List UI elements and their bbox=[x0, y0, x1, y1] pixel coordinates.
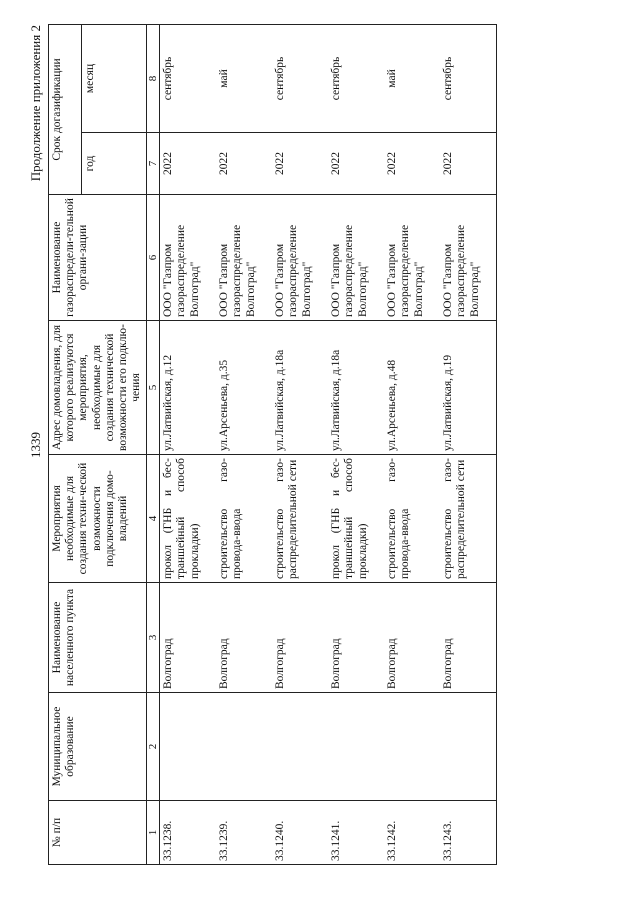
column-number: 6 bbox=[146, 195, 160, 321]
row-organization: ООО "Газпром газораспределение Волгоград" bbox=[160, 195, 217, 321]
gasification-table bbox=[48, 24, 497, 865]
row-year: 2022 bbox=[440, 133, 497, 195]
row-number: 33.1241. bbox=[328, 801, 384, 865]
row-organization: ООО "Газпром газораспределение Волгоград" bbox=[384, 195, 440, 321]
document-page bbox=[20, 25, 620, 865]
row-year: 2022 bbox=[216, 133, 272, 195]
table-row bbox=[384, 25, 440, 865]
row-organization: ООО "Газпром газораспределение Волгоград" bbox=[440, 195, 497, 321]
column-number: 2 bbox=[146, 693, 160, 801]
row-settlement: Волгоград bbox=[160, 583, 217, 693]
row-number: 33.1240. bbox=[272, 801, 328, 865]
column-number: 4 bbox=[146, 455, 160, 583]
row-month: сентябрь bbox=[160, 25, 217, 133]
row-month: сентябрь bbox=[272, 25, 328, 133]
row-number: 33.1239. bbox=[216, 801, 272, 865]
row-measure: прокол (ГНБ и бес-траншейный способ прокладки) bbox=[160, 455, 217, 583]
header-organization: Наименование газораспредели-тельной органи-зации bbox=[49, 195, 147, 321]
row-number: 33.1238. bbox=[160, 801, 217, 865]
row-year: 2022 bbox=[272, 133, 328, 195]
row-measure: строительство газо-провода-ввода bbox=[384, 455, 440, 583]
row-organization: ООО "Газпром газораспределение Волгоград" bbox=[328, 195, 384, 321]
page-number: 1339 bbox=[28, 432, 43, 458]
row-settlement: Волгоград bbox=[272, 583, 328, 693]
table-row bbox=[160, 25, 217, 865]
row-number: 33.1243. bbox=[440, 801, 497, 865]
header-row bbox=[49, 25, 82, 865]
column-number: 7 bbox=[146, 133, 160, 195]
row-year: 2022 bbox=[160, 133, 217, 195]
table-row bbox=[440, 25, 497, 865]
row-settlement: Волгоград bbox=[440, 583, 497, 693]
row-measure: строительство газо-провода-ввода bbox=[216, 455, 272, 583]
row-settlement: Волгоград bbox=[216, 583, 272, 693]
row-settlement: Волгоград bbox=[384, 583, 440, 693]
header-month: месяц bbox=[81, 25, 146, 133]
row-address: ул.Латвийская, д.12 bbox=[160, 321, 217, 455]
row-address: ул.Латвийская, д.19 bbox=[440, 321, 497, 455]
header-municipality: Муниципальное образование bbox=[49, 693, 147, 801]
row-number: 33.1242. bbox=[384, 801, 440, 865]
row-month: сентябрь bbox=[440, 25, 497, 133]
row-municipality bbox=[384, 693, 440, 801]
header-year: год bbox=[81, 133, 146, 195]
row-municipality bbox=[440, 693, 497, 801]
row-municipality bbox=[328, 693, 384, 801]
header-term: Срок догазификации bbox=[49, 25, 82, 195]
row-measure: строительство газо-распределительной сети bbox=[272, 455, 328, 583]
column-number: 1 bbox=[146, 801, 160, 865]
row-municipality bbox=[216, 693, 272, 801]
row-address: ул.Арсеньева, д.48 bbox=[384, 321, 440, 455]
row-address: ул.Латвийская, д.18а bbox=[272, 321, 328, 455]
row-month: май bbox=[384, 25, 440, 133]
header-settlement: Наименование населенного пункта bbox=[49, 583, 147, 693]
header-measures: Мероприятия необходимые для создания техни-ческой возможности подключения домо-владений bbox=[49, 455, 147, 583]
header-address: Адрес домовладения, для которого реализуются мероприятия, необходимые для создания технической возможности его подклю-чения bbox=[49, 321, 147, 455]
table-row bbox=[328, 25, 384, 865]
row-year: 2022 bbox=[384, 133, 440, 195]
header-number: № п/п bbox=[49, 801, 147, 865]
table-row bbox=[216, 25, 272, 865]
row-month: май bbox=[216, 25, 272, 133]
row-address: ул.Арсеньева, д.35 bbox=[216, 321, 272, 455]
row-organization: ООО "Газпром газораспределение Волгоград" bbox=[216, 195, 272, 321]
row-address: ул.Латвийская, д.18а bbox=[328, 321, 384, 455]
row-organization: ООО "Газпром газораспределение Волгоград" bbox=[272, 195, 328, 321]
column-number: 5 bbox=[146, 321, 160, 455]
continuation-label: Продолжение приложения 2 bbox=[28, 25, 43, 182]
row-measure: строительство газо-распределительной сети bbox=[440, 455, 497, 583]
row-month: сентябрь bbox=[328, 25, 384, 133]
row-municipality bbox=[272, 693, 328, 801]
row-year: 2022 bbox=[328, 133, 384, 195]
row-municipality bbox=[160, 693, 217, 801]
row-settlement: Волгоград bbox=[328, 583, 384, 693]
table-row bbox=[272, 25, 328, 865]
column-number: 8 bbox=[146, 25, 160, 133]
column-numbers-row bbox=[146, 25, 160, 865]
row-measure: прокол (ГНБ и бес-траншейный способ прокладки) bbox=[328, 455, 384, 583]
column-number: 3 bbox=[146, 583, 160, 693]
